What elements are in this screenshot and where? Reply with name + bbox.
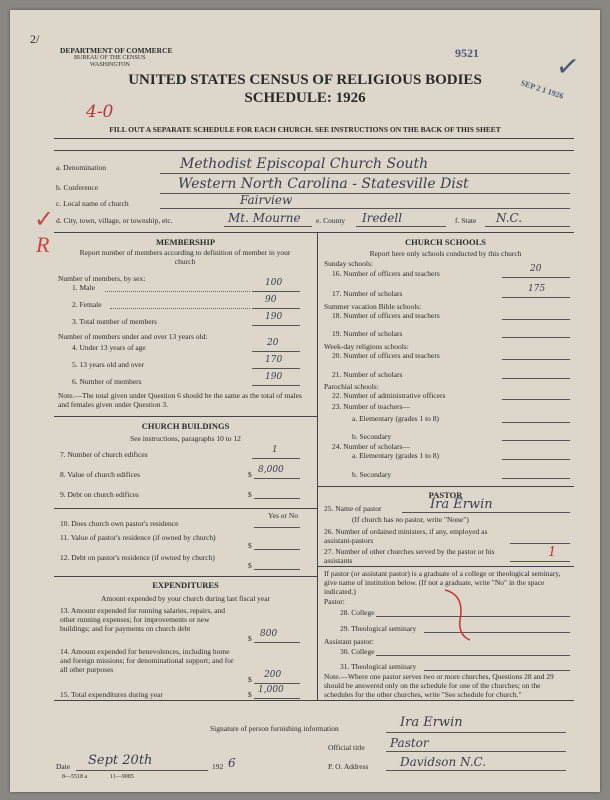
bureau-name: BUREAU OF THE CENSUS xyxy=(74,55,146,61)
conference-label: b. Conference xyxy=(56,183,99,192)
membership-title: MEMBERSHIP xyxy=(155,237,216,247)
graduate-note: If pastor (or assistant pastor) is a graduate of a college or theological seminary, give name of institution below. (If not a graduate, write "No" in the space indicated.) xyxy=(324,569,561,596)
membership-note: Note.—The total given under Question 6 should be the same as the total of males and females given under Question 3. xyxy=(58,391,302,409)
dollar-sign-8: $ xyxy=(248,470,252,479)
q27-label: 27. Number of other churches served by the pastor or his assistants xyxy=(324,547,495,565)
q4-label: 4. Under 13 years of age xyxy=(72,343,146,352)
q2-value: 90 xyxy=(265,295,277,305)
q28-label: 28. College xyxy=(340,608,375,617)
year-prefix: 192 xyxy=(212,762,224,771)
q24b-label: b. Secondary xyxy=(352,470,392,479)
county-label: e. County xyxy=(316,216,346,225)
summer-label: Summer vacation Bible schools: xyxy=(324,302,422,311)
date-label: Date xyxy=(56,762,71,771)
q5-label: 5. 13 years old and over xyxy=(72,360,145,369)
print-number: 11—9085 xyxy=(110,774,134,780)
q25-label: 25. Name of pastor xyxy=(324,504,382,513)
q8-value: 8,000 xyxy=(258,465,284,475)
pastor-title: PASTOR xyxy=(428,490,463,500)
schedule-title: SCHEDULE: 1926 xyxy=(244,90,366,106)
q15-value: 1,000 xyxy=(258,685,284,695)
q17-label: 17. Number of scholars xyxy=(332,289,403,298)
po-address-label: P. O. Address xyxy=(328,762,369,771)
q7-value: 1 xyxy=(272,445,278,455)
signature-label: Signature of person furnishing information xyxy=(210,724,339,733)
q23b-label: b. Secondary xyxy=(352,432,392,441)
q4-value: 20 xyxy=(267,338,279,348)
q16-value: 20 xyxy=(530,264,542,274)
by-sex-label: Number of members, by sex: xyxy=(58,274,146,283)
pastor-subhead: Pastor: xyxy=(324,597,345,606)
city-value: Mt. Mourne xyxy=(228,211,301,225)
q6-value: 190 xyxy=(265,372,283,382)
q14-label: 14. Amount expended for benevolences, including home and foreign missions; for denominational support; and for all other purposes xyxy=(60,647,234,674)
q16-label: 16. Number of officers and teachers xyxy=(332,269,440,278)
schools-intro: Report here only schools conducted by this church xyxy=(369,249,522,258)
q7-label: 7. Number of church edifices xyxy=(60,450,148,459)
q15-label: 15. Total expenditures during year xyxy=(60,690,163,699)
denomination-label: a. Denomination xyxy=(56,163,106,172)
local-name-value: Fairview xyxy=(240,193,293,207)
dollar-sign-9: $ xyxy=(248,490,252,499)
year-value: 6 xyxy=(228,756,236,770)
q13-value: 800 xyxy=(260,629,278,639)
conference-value: Western North Carolina - Statesville Dist xyxy=(178,176,469,192)
page-title: UNITED STATES CENSUS OF RELIGIOUS BODIES xyxy=(128,72,482,88)
check-mark-icon: ✓ xyxy=(553,50,582,85)
q27-value: 1 xyxy=(548,545,557,560)
city-label: d. City, town, village, or township, etc. xyxy=(56,216,173,225)
local-name-label: c. Local name of church xyxy=(56,199,129,208)
q19-label: 19. Number of scholars xyxy=(332,329,403,338)
po-address-value: Davidson N.C. xyxy=(400,755,487,769)
q6-label: 6. Number of members xyxy=(72,377,142,386)
q23a-label: a. Elementary (grades 1 to 8) xyxy=(352,414,440,423)
q5-value: 170 xyxy=(265,355,283,365)
official-title-value: Pastor xyxy=(390,736,429,750)
q17-value: 175 xyxy=(528,284,546,294)
q10-label: 10. Does church own pastor's residence xyxy=(60,519,179,528)
county-value: Iredell xyxy=(362,211,403,225)
q23-label: 23. Number of teachers— xyxy=(332,402,410,411)
q12-label: 12. Debt on pastor's residence (if owned by church) xyxy=(60,553,215,562)
expenditures-title: EXPENDITURES xyxy=(152,580,219,590)
dollar-sign-12: $ xyxy=(248,561,252,570)
state-value: N.C. xyxy=(496,211,523,225)
q3-label: 3. Total number of members xyxy=(72,317,157,326)
q18-label: 18. Number of officers and teachers xyxy=(332,311,440,320)
yes-no-label: Yes or No xyxy=(268,511,299,520)
buildings-title: CHURCH BUILDINGS xyxy=(141,421,230,431)
q24a-label: a. Elementary (grades 1 to 8) xyxy=(352,451,440,460)
signature-value: Ira Erwin xyxy=(400,715,463,730)
red-check-icon: ✓ xyxy=(34,207,55,233)
q11-label: 11. Value of pastor's residence (if owned by church) xyxy=(60,533,216,542)
handwritten-code: 4-0 xyxy=(86,102,114,122)
q24-label: 24. Number of scholars— xyxy=(332,442,410,451)
number-stamp: 9521 xyxy=(455,46,479,60)
date-stamp: SEP 2 1 1926 xyxy=(519,78,565,101)
q20-label: 20. Number of officers and teachers xyxy=(332,351,440,360)
expenditures-sub: Amount expended by your church during last fiscal year xyxy=(100,594,271,603)
bureau-city: WASHINGTON xyxy=(90,62,130,68)
q8-label: 8. Value of church edifices xyxy=(60,470,141,479)
corner-mark: 2/ xyxy=(30,32,40,46)
membership-intro: Report number of members according to definition of member in your church xyxy=(79,248,291,266)
q1-value: 100 xyxy=(265,278,283,288)
date-value: Sept 20th xyxy=(88,753,153,768)
assistant-subhead: Assistant pastor: xyxy=(324,637,374,646)
q22-label: 22. Number of administrative officers xyxy=(332,391,446,400)
dollar-sign-14: $ xyxy=(248,675,252,684)
q25-value: Ira Erwin xyxy=(430,497,493,512)
red-pencil-mark-icon xyxy=(440,585,480,645)
denomination-value: Methodist Episcopal Church South xyxy=(180,156,429,172)
schools-title: CHURCH SCHOOLS xyxy=(405,237,486,247)
sunday-label: Sunday schools: xyxy=(324,259,373,268)
q30-label: 30. College xyxy=(340,647,375,656)
parochial-label: Parochial schools: xyxy=(324,382,379,391)
buildings-sub: See instructions, paragraphs 10 to 12 xyxy=(130,434,241,443)
q2-label: 2. Female xyxy=(72,300,102,309)
dollar-sign-11: $ xyxy=(248,541,252,550)
instruction-line: FILL OUT A SEPARATE SCHEDULE FOR EACH CHURCH. SEE INSTRUCTIONS ON THE BACK OF THIS SHEET xyxy=(109,125,501,134)
red-r-mark-icon: R xyxy=(36,232,50,257)
state-label: f. State xyxy=(455,216,477,225)
official-title-label: Official title xyxy=(328,743,365,752)
q1-label: 1. Male xyxy=(72,283,95,292)
form-number: 8—5518 a xyxy=(62,774,88,780)
pastor-note: Note.—Where one pastor serves two or more churches, Questions 28 and 29 should be answered only on the schedule for one of the churches; on the schedules for the other churches, write "See schedule for church." xyxy=(324,672,554,699)
q25-note: (If church has no pastor, write "None") xyxy=(352,515,469,524)
dollar-sign-13: $ xyxy=(248,634,252,643)
q13-label: 13. Amount expended for running salaries, repairs, and other running expenses; for improvements or new buildings; and for payments on church debt xyxy=(60,606,225,633)
q29-label: 29. Theological seminary xyxy=(340,624,417,633)
q26-label: 26. Number of ordained ministers, if any, employed as assistant-pastors xyxy=(324,527,488,545)
census-schedule-sheet xyxy=(10,10,600,792)
q21-label: 21. Number of scholars xyxy=(332,370,403,379)
by-age-label: Number of members under and over 13 years old: xyxy=(58,332,208,341)
q14-value: 200 xyxy=(264,670,282,680)
q9-label: 9. Debt on church edifices xyxy=(60,490,139,499)
q31-label: 31. Theological seminary xyxy=(340,662,417,671)
weekday-label: Week-day religious schools: xyxy=(324,342,409,351)
q3-value: 190 xyxy=(265,312,283,322)
dept-name: DEPARTMENT OF COMMERCE xyxy=(60,46,173,55)
dollar-sign-15: $ xyxy=(248,690,252,699)
